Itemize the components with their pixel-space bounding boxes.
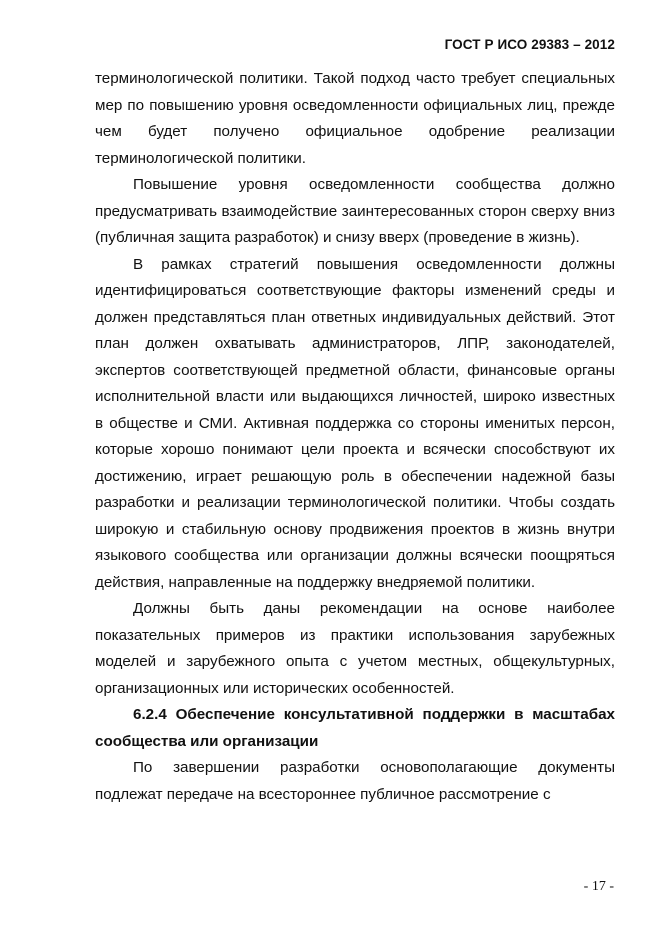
paragraph-continuation: терминологической политики. Такой подход часто требует специальных мер по повышению уровня осведомленности официальных лиц, прежде чем будет получено официальное одобрение реализации терминологической политики. [95,70,615,167]
paragraph-recommendations: Должны быть даны рекомендации на основе наиболее показательных примеров из практики использования зарубежных моделей и зарубежного опыта с учетом местных, общекультурных, организационных или исторических особенностей. [95,600,615,697]
page-number: - 17 - [583,879,614,894]
document-body [95,66,615,808]
paragraph-awareness: Повышение уровня осведомленности сообщества должно предусматривать взаимодействие заинтересованных сторон сверху вниз (публичная защита разработок) и снизу вверх (проведение в жизнь). [95,176,615,246]
document-header: ГОСТ Р ИСО 29383 – 2012 [444,37,615,52]
paragraph-strategies: В рамках стратегий повышения осведомленности должны идентифицироваться соответствующие факторы изменений среды и должен представляться план ответных индивидуальных действий. Этот план должен охватывать администраторов, ЛПР, законодателей, экспертов соответствующей предметной области, финансовые органы исполнительной власти или выдающихся личностей, широко известных в обществе и СМИ. Активная поддержка со стороны именитых персон, которые хорошо понимают цели проекта и всячески способствуют их достижению, играет решающую роль в обеспечении надежной базы разработки и реализации терминологической политики. Чтобы создать широкую и стабильную основу продвижения проектов в жизнь внутри языкового сообщества или организации должны всячески поощряться действия, направленные на поддержку внедряемой политики. [95,255,615,591]
paragraph-review: По завершении разработки основополагающие документы подлежат передаче на всестороннее публичное рассмотрение с [95,759,615,803]
section-heading: 6.2.4 Обеспечение консультативной поддержки в масштабах сообщества или организации [95,706,615,750]
